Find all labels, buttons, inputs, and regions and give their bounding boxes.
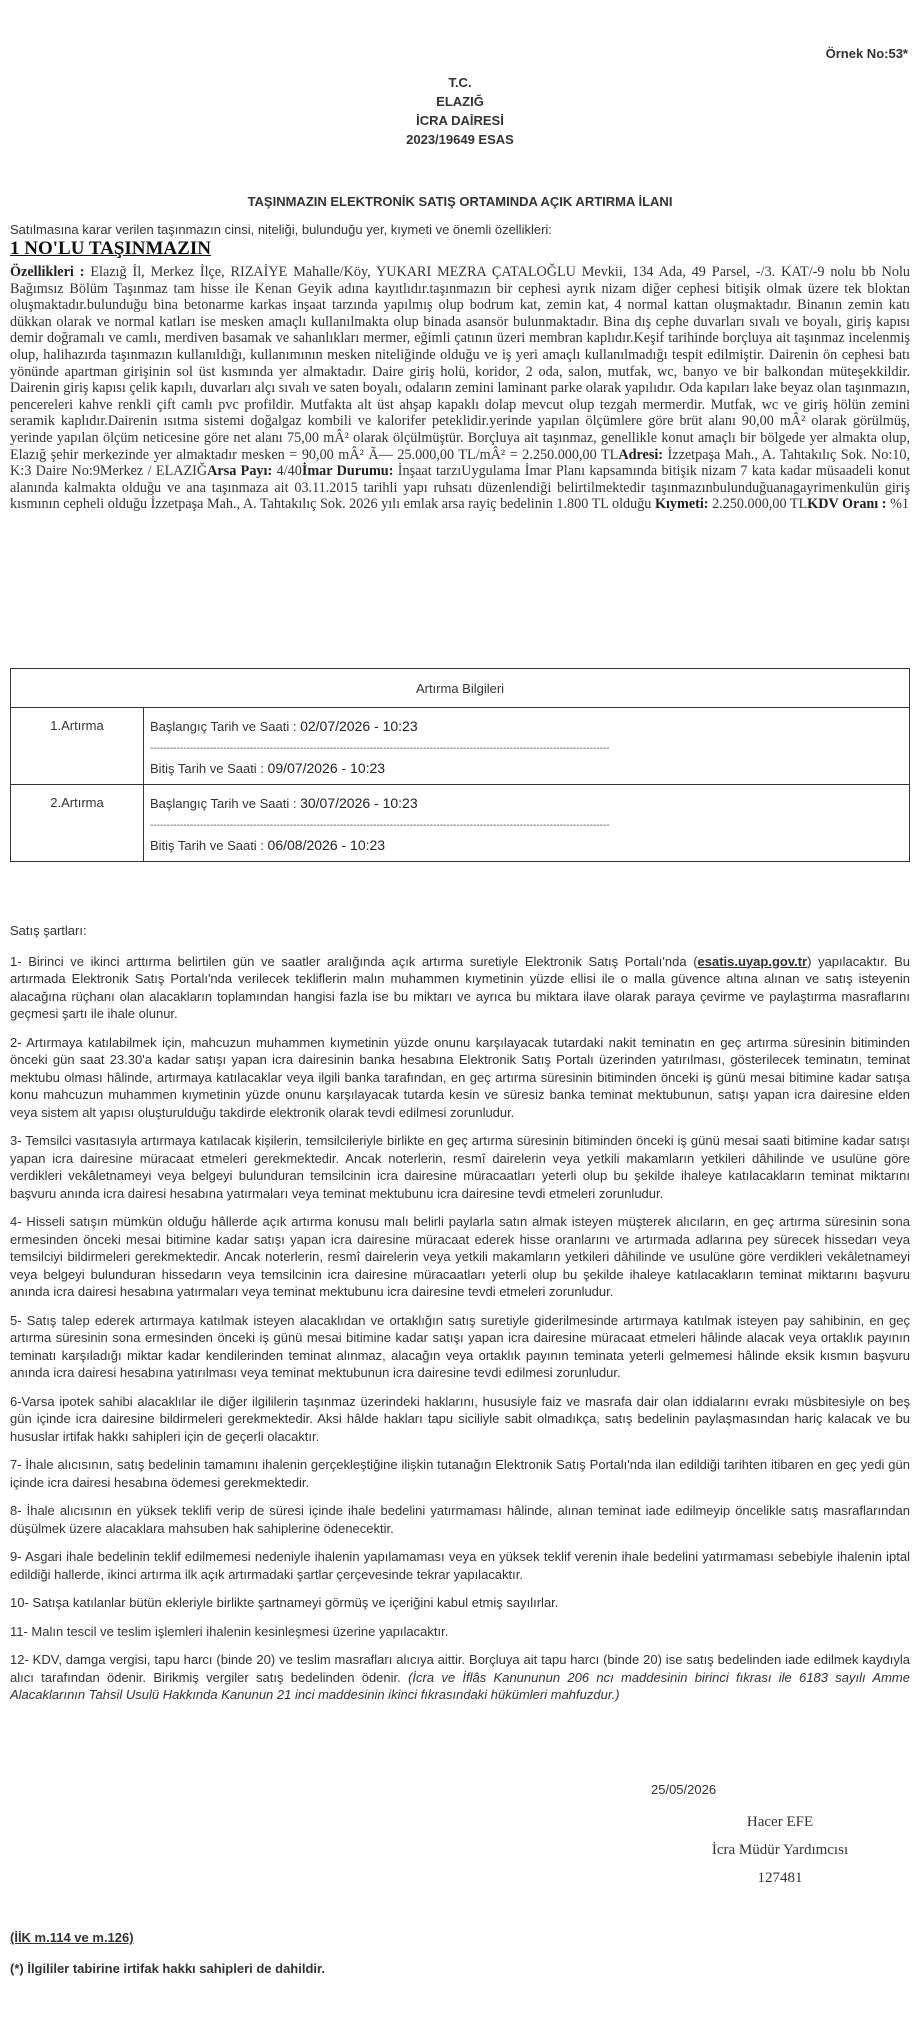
condition-1-text-b: ) yapılacaktır. Bu artırmada Elektronik Satış Portalı'nda verilecek tekliflerin malın muhammen kıymetinin yüzde ellisi ile o malla güvence altına alınan ve satış isteyenin alacağına rüçhanı olan alacakların toplamından hangisi fazla ise bu miktarı ve ayrıca bu miktara ilave olarak paraya çevirme ve paylaştırma masraflarını geçmesi şartı ile ihale olunur.: [10, 953, 910, 1021]
value-label: Kıymeti:: [654, 496, 709, 513]
condition-item: 4- Hisseli satışın mümkün olduğu hâllerde açık artırma konusu malı belirli paylarla satın almak isteyen müşterek alıcıların, en geç artırma süresinin sona ermesinden önceki mesai bitimine kadar satışı yapan icra dairesine müracaat ederek hisse oranlarını ve artırmada adlarına pey sürecek hissedarı veya temsilciyi bildirmeleri gerekmektedir. Ancak noterlerin, resmî dairelerin veya yetkili makamların yetkileri dâhilinde ve usulüne göre verdikleri vekâletnameyi veya belgeyi bulunduran hissedarın veya temsilcinin icra dairesine müracaatları yeterli olup bu şekilde ihaleye katılacakların teminat miktarını başvuru anında icra dairesi hesabına yatırmaları veya teminat mektubunu icra dairesine tevdi etmeleri zorunludur.: [10, 1214, 910, 1299]
condition-item: 11- Malın tescil ve teslim işlemleri ihalenin kesinleşmesi üzerine yapılacaktır.: [10, 1623, 449, 1639]
header-city: ELAZIĞ: [436, 94, 484, 109]
separator-line: ------------------------------------------------------------------------------------------------------------------------------------------: [150, 743, 610, 754]
land-share-text: 4/40: [272, 463, 302, 480]
land-share-label: Arsa Payı:: [207, 463, 273, 480]
header-office: İCRA DAİRESİ: [416, 113, 504, 128]
condition-item: 5- Satış talep ederek artırmaya katılmak isteyen alacaklıdan ve ortaklığın satış suretiyle giderilmesinde artırmaya katılmak isteyen pay sahibinin, en geç artırma süresinin sona ermesinden önceki iş günü mesai bitimine kadar satışı yapan icra dairesine müracaat etmeleri hâlinde alacak veya ortaklık payının teminatı karşıladığı miktar kadar kendilerinden teminat alınmaz, alacağın veya ortaklık payının teminata yeterli gelmemesi hâlinde eksik kısmın başvuru anında icra dairesi hesabına yatırılması veya teminat mektubunun icra dairesine tevdi edilmesi zorunludur.: [10, 1312, 910, 1380]
condition-item: 9- Asgari ihale bedelinin teklif edilmemesi nedeniyle ihalenin yapılamaması veya en yüksek teklif verenin ihale bedelini yatırmaması sebebiyle ihalenin iptal edildiği hallerde, ikinci artırma ilk açık artırmadaki şartlar çerçevesinde tekrar yapılacaktır.: [10, 1549, 910, 1582]
vat-label: KDV Oranı :: [807, 496, 887, 513]
start-value: 02/07/2026 - 10:23: [300, 718, 418, 734]
end-value: 09/07/2026 - 10:23: [267, 760, 386, 776]
signer-name: Hacer EFE: [746, 1814, 814, 1830]
condition-item: 2- Artırmaya katılabilmek için, mahcuzun muhammen kıymetinin yüzde onunu karşılayacak tutardaki nakit teminatın en geç artırma süresinin bitiminden önceki gün saat 23.30'a kadar satışı yapan icra dairesinin banka hesabına Elektronik Satış Portalı üzerinden yatırılması, gösterilecek teminatın, teminat mektubu olması hâlinde, artırmaya katılacaklar veya ilgili banka tarafından, en geç artırma süresinin bitiminden önceki iş günü mesai bitimine kadar satışa konu mahcuzun muhammen kıymetinin yüzde onunu karşılayacak tutarda kesin ve süresiz banka teminat mektubunun, satışı yapan icra dairesine elden veya sistem alt yapısı oluşturulduğu takdirde elektronik olarak tevdi edilmesi zorunludur.: [10, 1034, 910, 1120]
condition-item: 8- İhale alıcısının en yüksek teklifi verip de süresi içinde ihale bedelini yatırmaması hâlinde, alınan teminat iade edilmeyip öncelikle satış masraflarından düşülmek üzere alacaklara mahsuben hak sahiplerine ödenecektir.: [10, 1503, 910, 1536]
end-label: Bitiş Tarih ve Saati :: [150, 838, 268, 853]
document-header: [0, 73, 920, 149]
signature-date: 25/05/2026: [651, 1782, 717, 1797]
condition-item: 6-Varsa ipotek sahibi alacaklılar ile diğer ilgililerin taşınmaz üzerindeki haklarını, hususiyle faiz ve masrafa dair olan iddialarını evrakı müsbitesiyle on beş gün içinde icra dairesine bildirmeleri gerekmektedir. Aksi hâlde hakları tapu siciliyle sabit olmadıkça, satış bedelinin paylaşmasından hariç kalacak ve bu hususlar irtifak hakkı sahipleri için de geçerli olacaktır.: [10, 1393, 910, 1444]
auction-round-name: 2.Artırma: [11, 785, 144, 862]
auction-end: [150, 837, 903, 853]
condition-12-text: 12- KDV, damga vergisi, tapu harcı (binde 20) ve teslim masrafları alıcıya aittir. Borçluya ait tapu harcı (binde 20) ise satış bedelinden iade edilmek kaydıyla alıcı tarafından ödenir. Birikmiş vergiler satış bedelinden ödenir.: [10, 1652, 910, 1685]
end-value: 06/08/2026 - 10:23: [267, 837, 386, 853]
auction-table-title: Artırma Bilgileri: [11, 669, 910, 708]
sale-conditions: [10, 922, 910, 1715]
address-text: İzzetpaşa Mah., A. Tahtakılıç Sok. No:10, K:3 Daire No:9Merkez / ELAZIĞ: [10, 446, 910, 480]
signer-title: İcra Müdür Yardımcısı: [711, 1842, 849, 1858]
auction-start: [150, 718, 903, 734]
auction-table-header-row: [11, 669, 910, 708]
condition-item: [10, 953, 910, 1023]
condition-item: 7- İhale alıcısının, satış bedelinin tamamını ihalenin gerçekleştiğine ilişkin tutanağın Elektronik Satış Portalı'nda ilan edildiği tarihten itibaren en geç yedi gün içinde icra dairesi hesabına ödemesi gerekmektedir.: [10, 1457, 910, 1490]
esatis-link[interactable]: esatis.uyap.gov.tr: [697, 953, 808, 969]
header-tc: T.C.: [448, 75, 472, 90]
condition-1-text-a: 1- Birinci ve ikinci arttırma belirtilen gün ve saatler aralığında açık artırma suretiyle Elektronik Satış Portalı'nda (: [10, 953, 698, 969]
condition-item: [10, 1651, 910, 1704]
auction-row: [11, 785, 910, 862]
intro-text: Satılmasına karar verilen taşınmazın cinsi, niteliği, bulunduğu yer, kıymeti ve önemli özellikleri:: [10, 222, 552, 237]
end-label: Bitiş Tarih ve Saati :: [150, 761, 268, 776]
header-file-no: 2023/19649 ESAS: [406, 132, 514, 147]
auction-round-name: 1.Artırma: [11, 708, 144, 785]
zoning-text: İnşaat tarzıUygulama İmar Planı kapsamında bitişik nizam 7 kata kadar müsaadeli konut alanında kalmakta olduğu ve ana taşınmaza ait 03.11.2015 tarihli yapı ruhsatı düzenlendiği belirtilmektedir taşınmazınbulunduğuanagayrimenkulün giriş kısmının cepheli olduğu İzzetpaşa Mah., A. Tahtakılıç Sok. 2026 yılı emlak arsa rayiç bedelinin 1.800 TL olduğu: [10, 463, 910, 513]
zoning-label: İmar Durumu:: [301, 463, 394, 480]
auction-start: [150, 795, 903, 811]
announcement-title: TAŞINMAZIN ELEKTRONİK SATIŞ ORTAMINDA AÇIK ARTIRMA İLANI: [247, 194, 673, 209]
condition-item: 3- Temsilci vasıtasıyla artırmaya katılacak kişilerin, temsilcileriyle birlikte en geç artırma süresinin bitiminden önceki iş günü mesai saati bitimine kadar satışı yapan icra dairesine müracaat etmeleri gerekmektedir. Ancak noterlerin, resmî dairelerin veya yetkili makamların yetkileri dâhilinde ve usulüne göre verdikleri vekâletnameyi veya belgeyi bulunduran temsilcinin icra dairesine müracaatları yeterli olup bu şekilde ihaleye katılacakların teminat miktarını başvuru anında icra dairesi hesabına yatırmaları veya teminat mektubunu icra dairesine tevdi etmeleri zorunludur.: [10, 1133, 910, 1201]
separator-line: ------------------------------------------------------------------------------------------------------------------------------------------: [150, 820, 610, 831]
conditions-heading: Satış şartları:: [10, 923, 87, 938]
features-label: Özellikleri :: [10, 264, 85, 280]
ornek-no: Örnek No:53*: [825, 46, 908, 61]
start-label: Başlangıç Tarih ve Saati :: [150, 796, 301, 811]
start-label: Başlangıç Tarih ve Saati :: [150, 719, 301, 734]
start-value: 30/07/2026 - 10:23: [300, 795, 418, 811]
auction-end: [150, 760, 903, 776]
property-description: [10, 264, 910, 513]
features-text: Elazığ İl, Merkez İlçe, RIZAİYE Mahalle/Köy, YUKARI MEZRA ÇATALOĞLU Mevkii, 134 Ada, 49 Parsel, -/3. KAT/-9 nolu bb Nolu Bağımsız Bölüm Taşınmaz tam hisse ile Kenan Geyik adına kayıtlıdır.taşınmazın bir cephesi ayrık nizam diğer cephesi bitişik olmak üzere tek bloktan oluşmaktadır.bulunduğu bina betonarme karkas inşaat tarzında yapılmış olup bodrum kat, zemin kat, 4 normal kattan oluşmaktadır. Binanın zemin katı dükkan olarak ve normal katları ise mesken amaçlı kullanılmakta olup binada asansör bulunmaktadır. Bina dış cephe duvarları sıvalı ve boyalı, giriş kapısı demir doğramalı ve camlı, merdiven basamak ve sahanlıkları mermer, eğimli çatının üzeri membran kaplıdır.Keşif tarihinde borçluya ait taşınmaz incelenmiş olup, halihazırda taşınmazın kullanıldığı, kullanımının mesken niteliğinde olduğu ve iş yeri amaçlı kullanılmadığı tespit edilmiştir. Dairenin ön cephesi batı yönünde apartman girişinin sol üst kısmında yer almaktadır. Daire giriş holü, koridor, 2 oda, salon, mutfak, wc, banyo ve bir balkondan müteşekkildir. Dairenin giriş kapısı çelik kapılı, duvarları alçı sıvalı ve saten boyalı, odaların zemini laminant parke olarak yapılıdır. Oda kapıları lake beyaz olan taşınmazın, pencereleri kahve renkli çift camlı pvc profildir. Mutfakta alt üst ahşap kapaklı dolap mevcut olup tezgah mermerdir. Mutfak, wc ve giriş hölün zemini seramik kaplıdır.Dairenin ısıtma sistemi doğalgaz kombili ve kalorifer peteklidir.yerinde yapılan ölçümlere göre brüt alanı 90,00 mÂ² olarak görülmüş, yerinde yapılan ölçüm neticesine göre net alanı 75,00 mÂ² olarak ölçülmüştür. Borçluya ait taşınmaz, genellikle konut amaçlı bir bölgede yer almakta olup, Elazığ şehir merkezinde yer almaktadır mesken = 90,00 mÂ² Ã— 25.000,00 TL/mÂ² = 2.250.000,00 TL: [10, 264, 910, 463]
auction-table: [10, 668, 910, 862]
value-text: 2.250.000,00 TL: [708, 496, 808, 513]
condition-item: 10- Satışa katılanlar bütün ekleriyle birlikte şartnameyi görmüş ve içeriğini kabul etmiş sayılırlar.: [10, 1595, 559, 1610]
signature-block: [680, 1808, 880, 1892]
law-reference: (İİK m.114 ve m.126): [10, 1930, 134, 1945]
property-title: 1 NO'LU TAŞINMAZIN: [10, 238, 211, 259]
auction-round-details: [144, 785, 910, 862]
footnote: (*) İlgililer tabirine irtifak hakkı sahipleri de dahildir.: [10, 1961, 325, 1976]
address-label: Adresi:: [618, 446, 664, 463]
auction-row: [11, 708, 910, 785]
auction-round-details: [144, 708, 910, 785]
signer-number: 127481: [757, 1870, 803, 1886]
condition-12-legal-note: (İcra ve İflâs Kanununun 206 ncı maddesinin birinci fıkrası ile 6183 sayılı Amme Alacaklarının Tahsil Usulü Hakkında Kanunun 21 inci maddesinin ikinci fıkrasındaki hükümleri mahfuzdur.): [10, 1669, 910, 1702]
vat-text: %1: [886, 496, 909, 513]
